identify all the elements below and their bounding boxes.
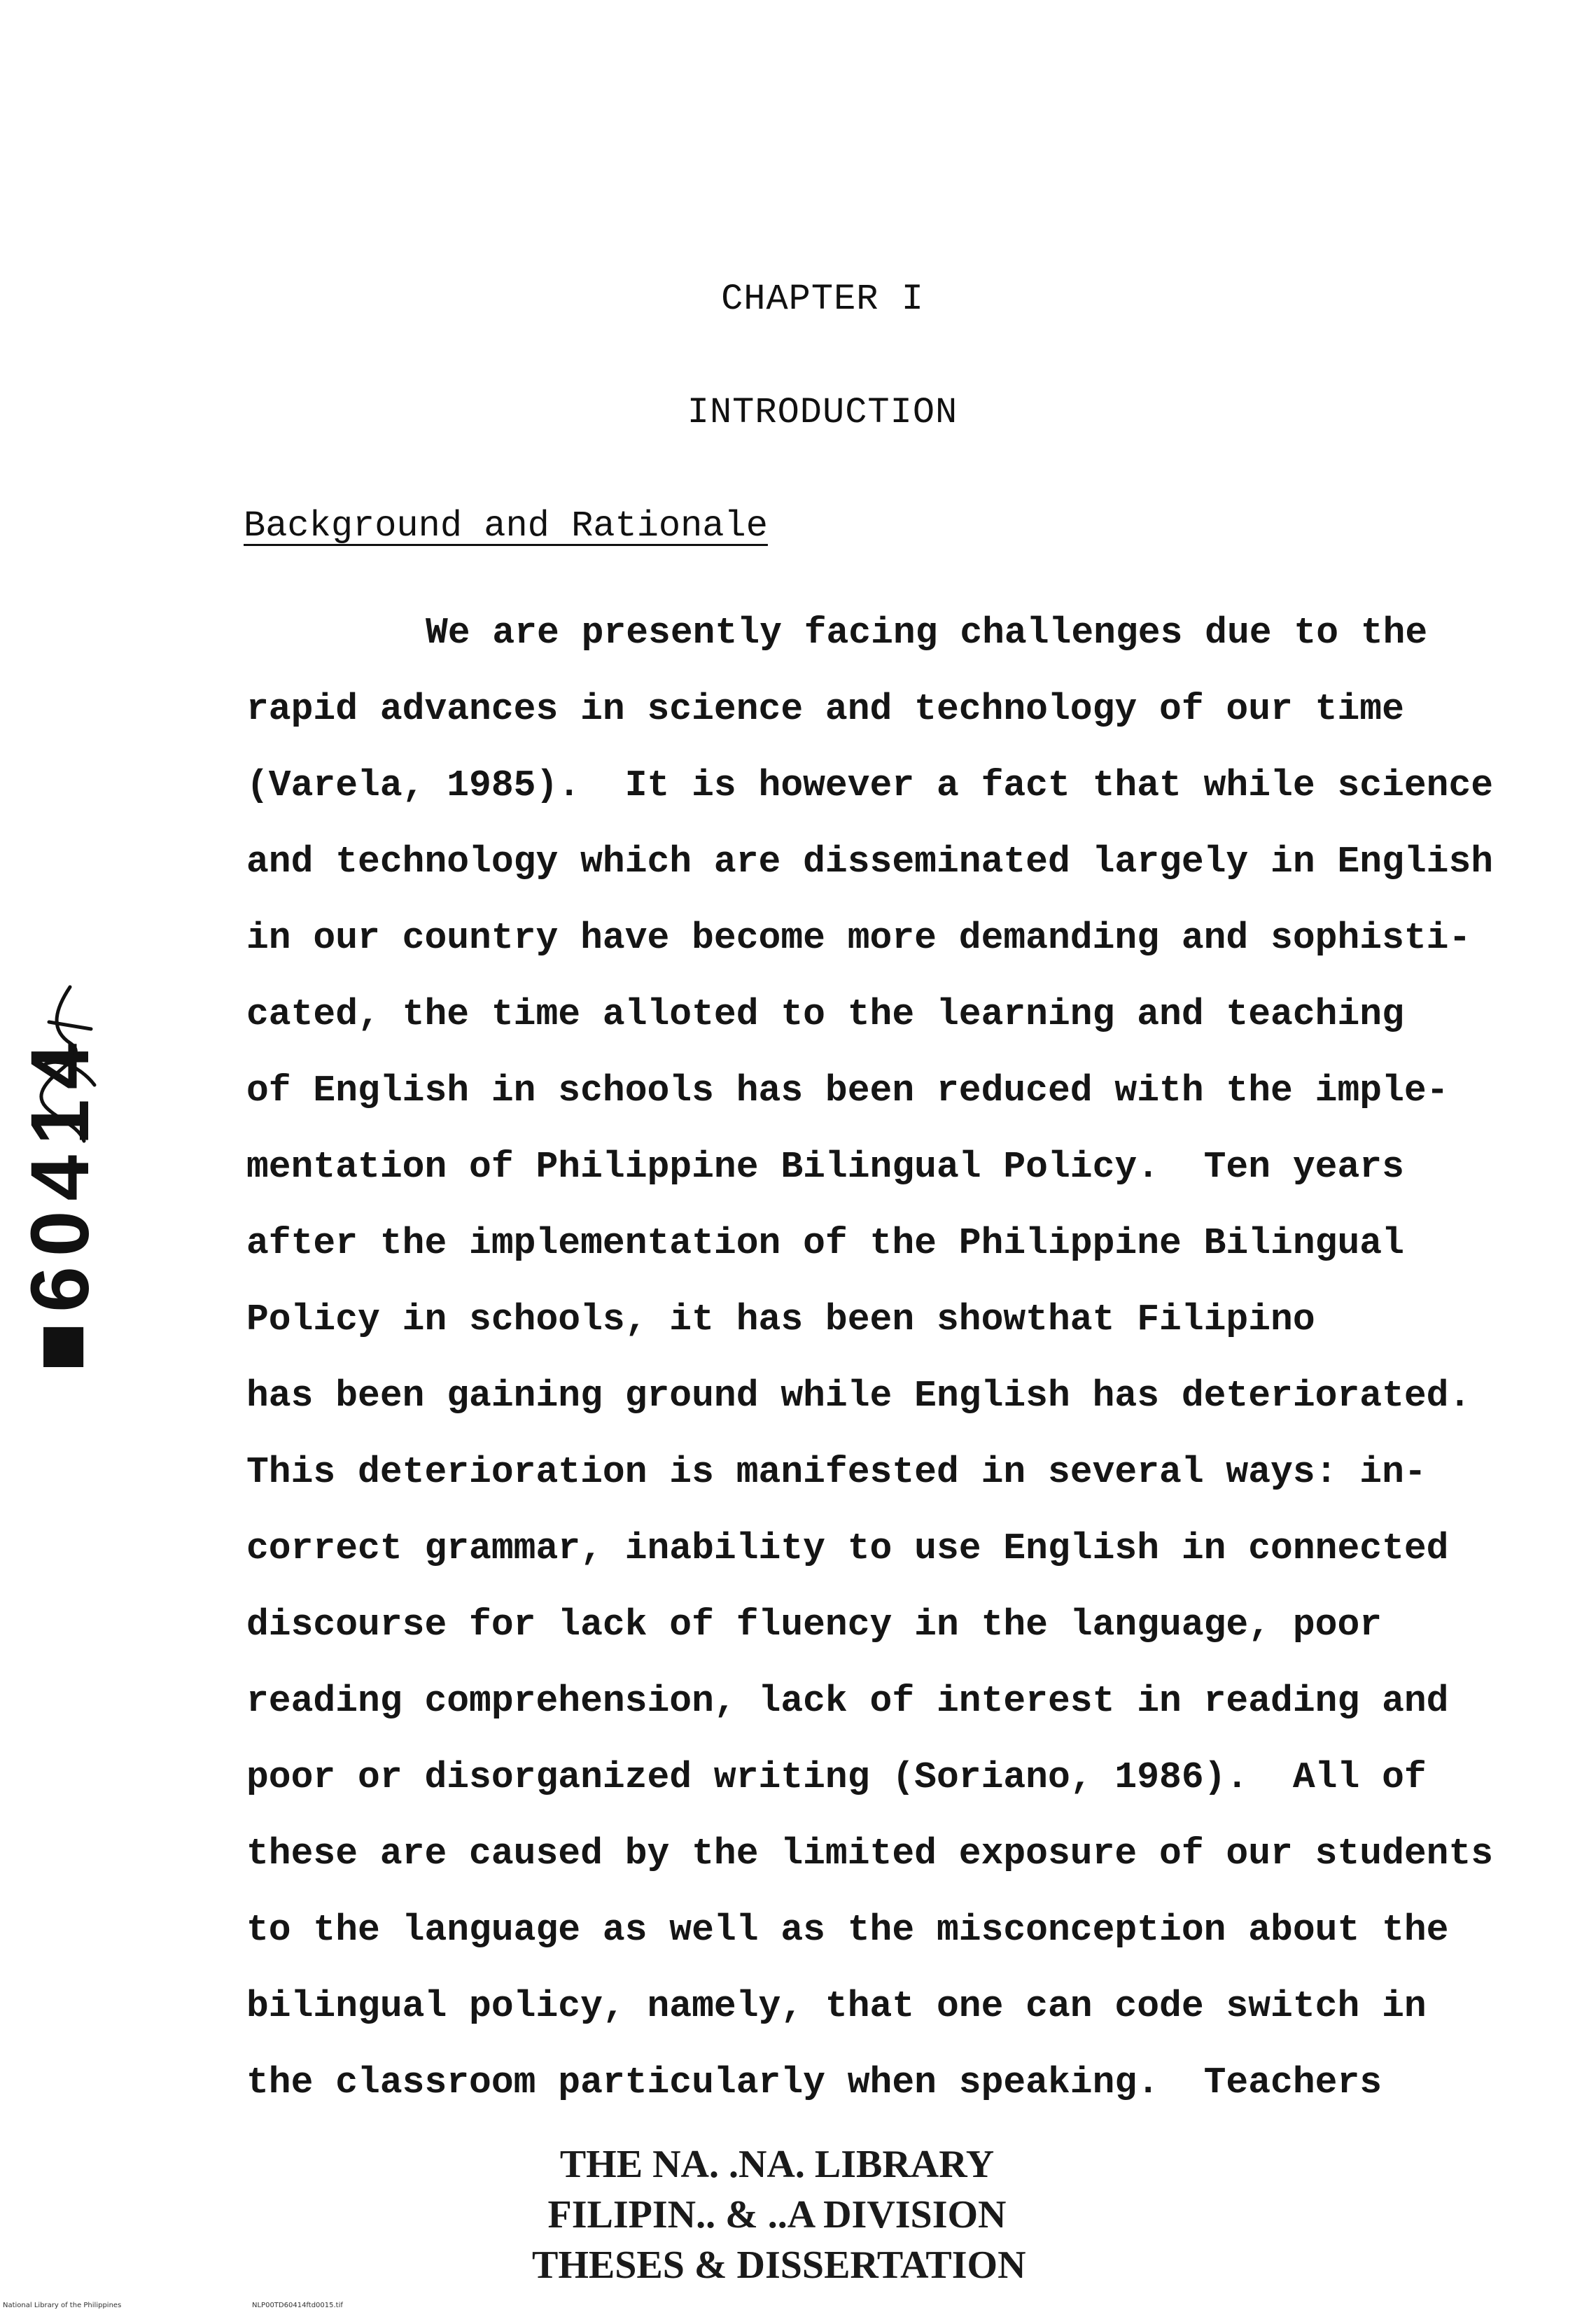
paragraph-line: these are caused by the limited exposure of our students (246, 1833, 1494, 1875)
paragraph-line: cated, the time alloted to the learning and teaching (246, 993, 1404, 1035)
paragraph-line: the classroom particularly when speaking. Teachers (246, 2062, 1382, 2104)
section-heading: Background and Rationale (244, 505, 768, 547)
paragraph-line: (Varela, 1985). It is however a fact that while science (246, 764, 1494, 806)
paragraph-line: to the language as well as the misconception about the (246, 1909, 1449, 1951)
handwritten-initials-icon (28, 980, 105, 1148)
body-paragraph (246, 595, 1576, 2121)
footer-source: National Library of the Philippines (3, 2302, 122, 2309)
paragraph-line: poor or disorganized writing (Soriano, 1986). All of (246, 1756, 1427, 1798)
chapter-title: INTRODUCTION (687, 392, 958, 433)
paragraph-line: has been gaining ground while English has deteriorated. (246, 1375, 1471, 1417)
paragraph-line: in our country have become more demanding and sophisti- (246, 917, 1471, 959)
library-stamp (532, 2139, 1026, 2290)
paragraph-line: Policy in schools, it has been showthat Filipino (246, 1298, 1315, 1340)
paragraph-line: bilingual policy, namely, that one can code switch in (246, 1985, 1427, 2027)
stamp-line: THE NA. .NA. LIBRARY (559, 2143, 995, 2186)
chapter-label: CHAPTER I (721, 279, 924, 320)
paragraph-line: mentation of Philippine Bilingual Policy. Ten years (246, 1146, 1404, 1188)
paragraph-line: We are presently facing challenges due to the (426, 612, 1428, 654)
paragraph-line: after the implementation of the Philippine Bilingual (246, 1222, 1404, 1264)
accession-number: ■60414 (14, 1033, 106, 1372)
paragraph-line: of English in schools has been reduced with the imple- (246, 1070, 1449, 1112)
footer-filename: NLP00TD60414ftd0015.tif (252, 2302, 343, 2309)
paragraph-line: discourse for lack of fluency in the language, poor (246, 1604, 1382, 1646)
paragraph-line: rapid advances in science and technology of our time (246, 688, 1404, 730)
paragraph-line: and technology which are disseminated largely in English (246, 841, 1494, 883)
paragraph-line: correct grammar, inability to use English in connected (246, 1527, 1449, 1569)
stamp-line: FILIPIN.. & ..A DIVISION (547, 2193, 1007, 2236)
stamp-line: THESES & DISSERTATION (532, 2244, 1026, 2287)
paragraph-line: reading comprehension, lack of interest in reading and (246, 1680, 1449, 1722)
paragraph-line: This deterioration is manifested in several ways: in- (246, 1451, 1427, 1493)
